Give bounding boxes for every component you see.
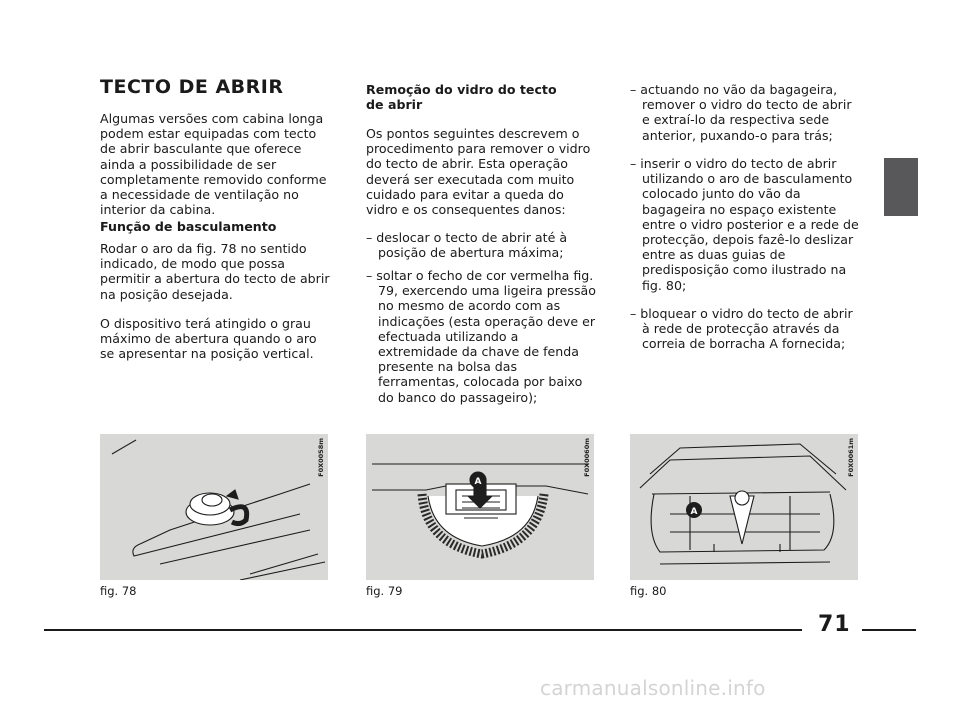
tilt-paragraph-1: Rodar o aro da fig. 78 no sentido indicado, de modo que possa permitir a abertura do tecto de abrir na posição desejada. — [100, 241, 330, 302]
watermark: carmanualsonline.info — [540, 676, 766, 700]
page-title: TECTO DE ABRIR — [100, 76, 284, 98]
figure-code: F0X0061m — [847, 438, 855, 477]
figure-79 — [366, 434, 594, 580]
marker-label: A — [690, 507, 698, 517]
latch-illustration — [366, 434, 594, 580]
figure-code: F0X0060m — [583, 438, 591, 477]
list-item: – soltar o fecho de cor vermelha fig. 79, exercendo uma ligeira pressão no mesmo de acordo com as indicações (esta operação deve er efectuada utilizando a extremidade da chave de fenda presente na bolsa das ferramentas, colocada por baixo do banco do passageiro); — [366, 268, 596, 405]
page-number: 71 — [818, 612, 851, 637]
figure-80 — [630, 434, 858, 580]
figure-78 — [100, 434, 328, 580]
trunk-net-illustration — [630, 434, 858, 580]
roof-knob-illustration — [100, 434, 328, 580]
figure-code: F0X0058m — [317, 438, 325, 477]
list-item: – actuando no vão da bagageira, remover o vidro do tecto de abrir e extraí-lo da respectiva sede anterior, puxando-o para trás; — [630, 82, 852, 143]
intro-paragraph: Algumas versões com cabina longa podem estar equipadas com tecto de abrir basculante que oferece ainda a possibilidade de ser completamente removido conforme a necessidade de ventilação no interior da cabina. — [100, 111, 327, 218]
section-tab — [884, 158, 918, 216]
tilt-paragraph-2: O dispositivo terá atingido o grau máximo de abertura quando o aro se apresentar na posição vertical. — [100, 316, 317, 362]
marker-label: A — [474, 477, 482, 487]
list-item: – bloquear o vidro do tecto de abrir à rede de protecção através da correia de borracha A fornecida; — [630, 306, 853, 352]
footer-rule-left — [44, 629, 802, 631]
section-heading-tilt: Função de basculamento — [100, 219, 277, 234]
figure-caption: fig. 78 — [100, 584, 137, 598]
footer-rule-right — [862, 629, 916, 631]
figure-caption: fig. 79 — [366, 584, 403, 598]
list-item: – inserir o vidro do tecto de abrir utilizando o aro de basculamento colocado junto do vão da bagageira no espaço existente entre o vidro posterior e a rede de protecção, depois fazê-lo deslizar entre as duas guias de predisposição como ilustrado na fig. 80; — [630, 156, 859, 293]
list-item: – deslocar o tecto de abrir até à posição de abertura máxima; — [366, 230, 568, 261]
figure-caption: fig. 80 — [630, 584, 667, 598]
section-heading-removal: Remoção do vidro do tecto de abrir — [366, 82, 557, 113]
removal-intro: Os pontos seguintes descrevem o procedimento para remover o vidro do tecto de abrir. Esta operação deverá ser executada com muito cuidado para evitar a queda do vidro e os consequentes danos: — [366, 126, 591, 218]
